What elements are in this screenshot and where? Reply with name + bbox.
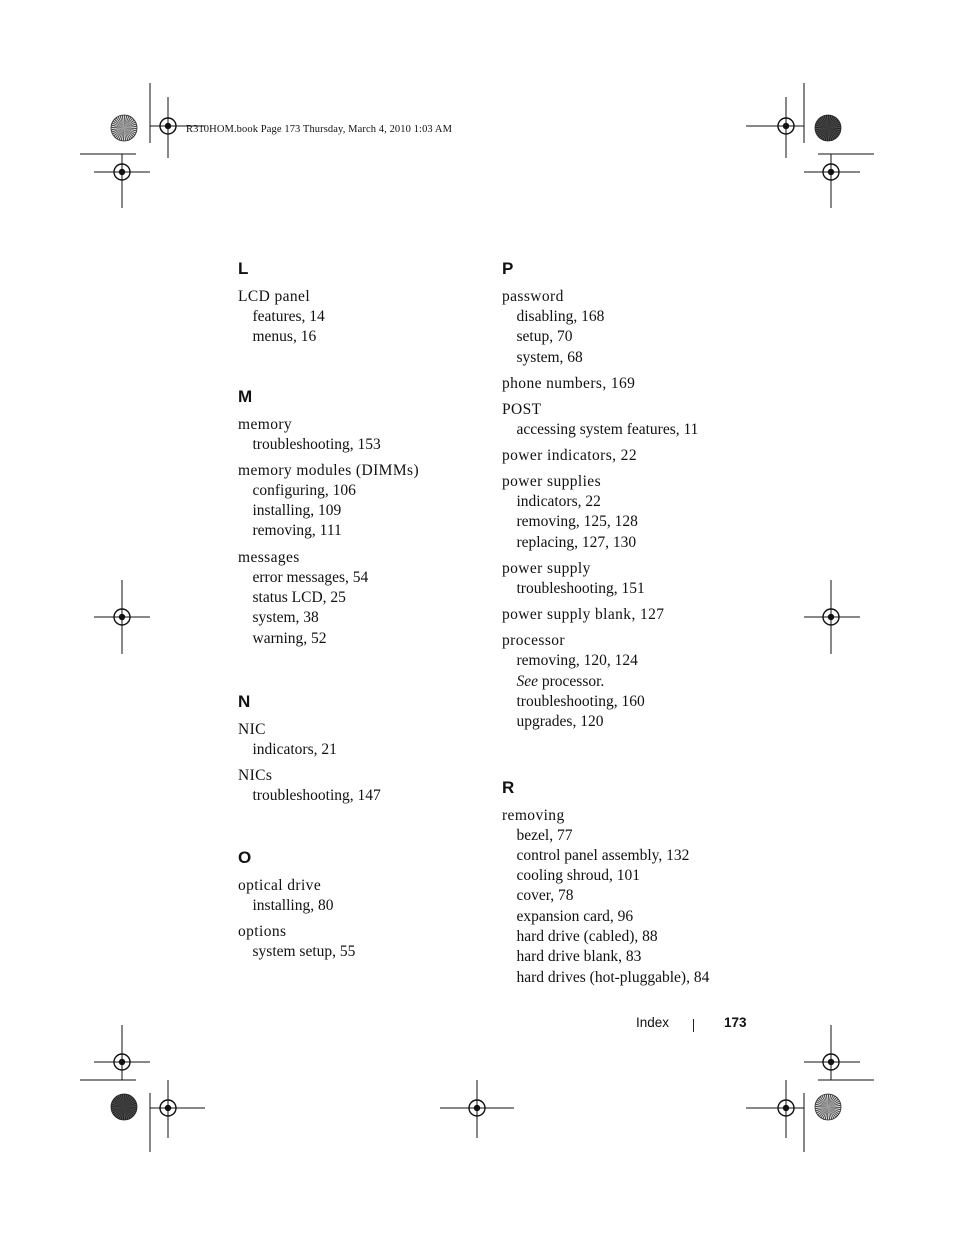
index-section-m bbox=[238, 386, 488, 649]
star-target-mark bbox=[111, 115, 137, 141]
index-main-term: password bbox=[502, 288, 564, 305]
index-entry bbox=[502, 631, 752, 732]
index-subentry: hard drive (cabled), 88 bbox=[516, 928, 658, 946]
index-subentry: removing, 111 bbox=[252, 522, 342, 540]
index-subentry: replacing, 127, 130 bbox=[516, 533, 637, 551]
index-subentry: troubleshooting, 153 bbox=[252, 435, 381, 453]
index-subentry: status LCD, 25 bbox=[252, 589, 346, 607]
index-entry bbox=[238, 876, 488, 916]
index-subentry: expansion card, 96 bbox=[516, 907, 634, 925]
index-entry bbox=[502, 806, 752, 988]
index-section-n bbox=[238, 691, 488, 807]
index-main-term: phone numbers, 169 bbox=[502, 374, 636, 392]
index-main-term: optical drive bbox=[238, 876, 322, 894]
index-subentry: cooling shroud, 101 bbox=[516, 867, 641, 885]
index-main-term: messages bbox=[238, 548, 300, 566]
index-entry bbox=[502, 446, 752, 466]
index-subentry: setup, 70 bbox=[516, 328, 573, 346]
index-subentry: indicators, 21 bbox=[252, 740, 337, 758]
index-subentry: cover, 78 bbox=[516, 887, 574, 905]
index-entry bbox=[238, 287, 488, 348]
index-subentry: control panel assembly, 132 bbox=[516, 846, 690, 864]
index-main-term: processor bbox=[502, 632, 565, 650]
index-entry bbox=[238, 461, 488, 542]
index-main-term: power supply blank, 127 bbox=[502, 606, 665, 624]
index-subentry: See processor. bbox=[516, 672, 605, 690]
index-subentry: warning, 52 bbox=[252, 629, 327, 647]
section-letter: O bbox=[238, 847, 252, 867]
index-main-term: memory bbox=[238, 415, 293, 433]
index-entry bbox=[238, 720, 488, 760]
index-entry bbox=[502, 374, 752, 394]
index-main-term: options bbox=[238, 922, 287, 940]
index-entry bbox=[502, 559, 752, 599]
index-section-o bbox=[238, 847, 488, 963]
index-main-term: LCD panel bbox=[238, 288, 311, 305]
index-subentry: troubleshooting, 147 bbox=[252, 787, 381, 805]
index-main-term: NIC bbox=[238, 720, 266, 738]
star-target-mark bbox=[111, 1094, 137, 1120]
index-entry bbox=[238, 415, 488, 455]
footer-section-label: Index bbox=[636, 1015, 670, 1030]
index-subentry: menus, 16 bbox=[252, 328, 317, 346]
index-subentry: removing, 120, 124 bbox=[516, 652, 638, 670]
index-section-p bbox=[502, 258, 752, 733]
index-subentry: indicators, 22 bbox=[516, 493, 601, 511]
index-subentry: installing, 80 bbox=[252, 896, 334, 914]
index-main-term: POST bbox=[502, 400, 542, 418]
index-subentry: error messages, 54 bbox=[252, 568, 369, 586]
index-subentry: hard drive blank, 83 bbox=[516, 948, 642, 966]
index-subentry: upgrades, 120 bbox=[516, 713, 604, 731]
index-subentry: system, 38 bbox=[252, 609, 319, 627]
star-target-mark bbox=[815, 115, 841, 141]
index-entry bbox=[502, 287, 752, 368]
index-subentry: system setup, 55 bbox=[252, 942, 356, 960]
index-subentry: accessing system features, 11 bbox=[516, 420, 699, 438]
index-column-left bbox=[238, 258, 488, 968]
index-section-r bbox=[502, 777, 752, 988]
index-subentry: features, 14 bbox=[252, 308, 325, 325]
index-section-l bbox=[238, 258, 488, 348]
index-main-term: power supplies bbox=[502, 473, 602, 491]
index-main-term: removing bbox=[502, 806, 565, 824]
index-entry bbox=[502, 400, 752, 440]
index-entry bbox=[502, 605, 752, 625]
index-subentry: bezel, 77 bbox=[516, 826, 573, 844]
section-letter: M bbox=[238, 386, 253, 406]
index-subentry: system, 68 bbox=[516, 348, 583, 366]
section-letter: P bbox=[502, 259, 514, 278]
index-entry bbox=[238, 922, 488, 962]
index-entry bbox=[238, 548, 488, 649]
book-header-slug: R310HOM.book Page 173 Thursday, March 4, 2010 1:03 AM bbox=[186, 124, 453, 135]
index-subentry: troubleshooting, 151 bbox=[516, 580, 645, 598]
star-target-mark bbox=[815, 1094, 841, 1120]
index-main-term: NICs bbox=[238, 767, 273, 785]
page-number: 173 bbox=[724, 1015, 747, 1030]
index-subentry: troubleshooting, 160 bbox=[516, 692, 645, 710]
index-main-term: memory modules (DIMMs) bbox=[238, 461, 420, 479]
index-subentry: disabling, 168 bbox=[516, 308, 605, 325]
section-letter: N bbox=[238, 691, 251, 711]
section-letter: L bbox=[238, 259, 249, 278]
index-entry bbox=[502, 472, 752, 553]
index-main-term: power indicators, 22 bbox=[502, 447, 637, 465]
section-letter: R bbox=[502, 777, 515, 797]
index-main-term: power supply bbox=[502, 560, 591, 578]
index-subentry: removing, 125, 128 bbox=[516, 513, 638, 531]
footer-divider bbox=[693, 1019, 694, 1032]
index-subentry: hard drives (hot-pluggable), 84 bbox=[516, 968, 710, 986]
index-entry bbox=[238, 766, 488, 806]
index-column-right bbox=[502, 258, 752, 994]
index-subentry: installing, 109 bbox=[252, 502, 342, 520]
index-subentry: configuring, 106 bbox=[252, 481, 356, 499]
